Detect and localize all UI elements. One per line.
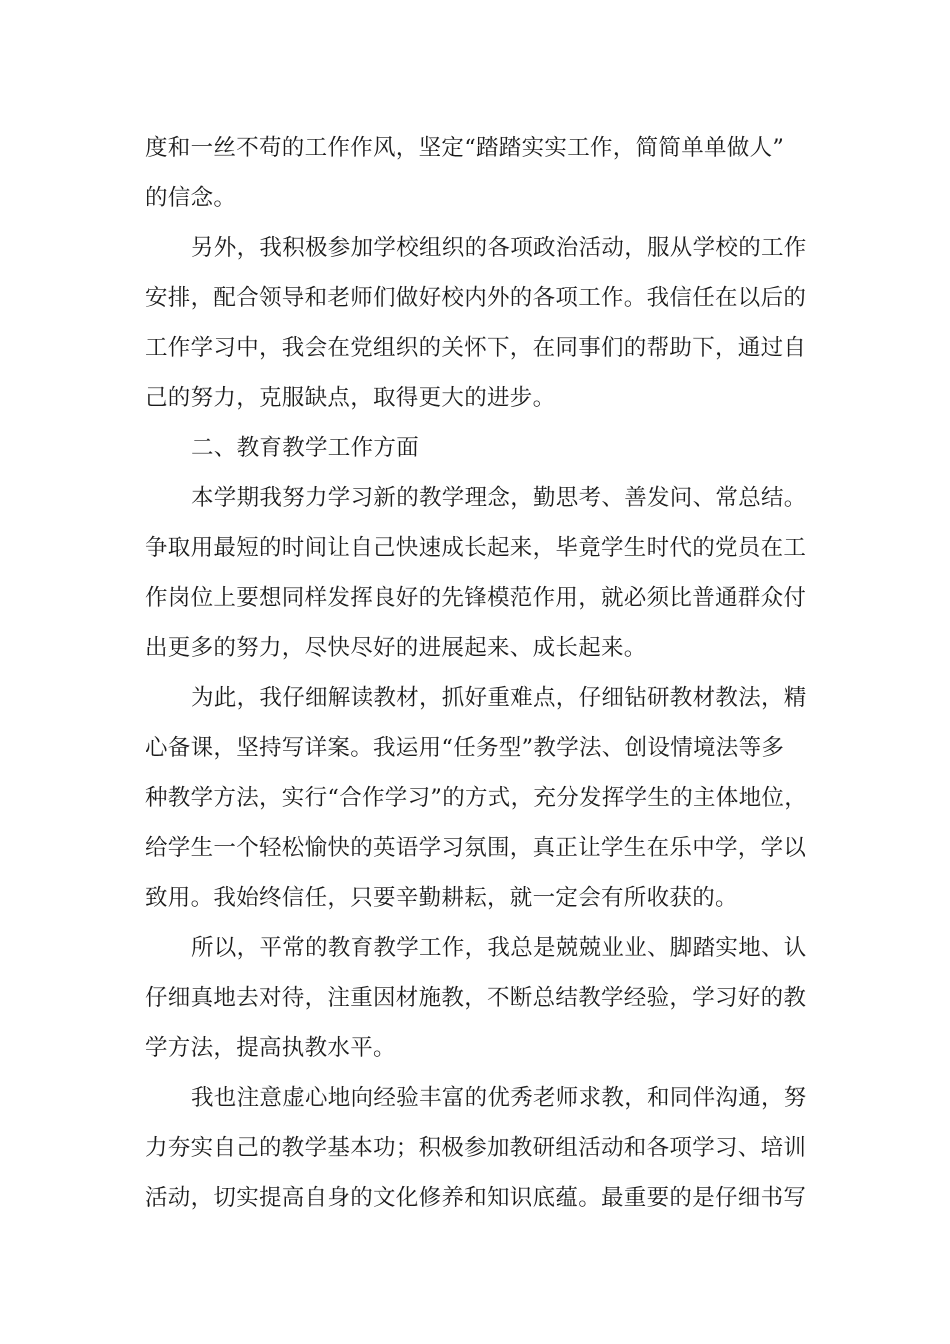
text-line: 己的努力，克服缺点，取得更大的进步。 (145, 385, 556, 411)
text-line: 活动，切实提高自身的文化修养和知识底蕴。最重要的是仔细书写 (145, 1185, 807, 1211)
text-line: 给学生一个轻松愉快的英语学习氛围，真正让学生在乐中学，学以 (145, 835, 807, 861)
text-line: 种教学方法，实行“合作学习”的方式，充分发挥学生的主体地位， (145, 785, 808, 811)
text-line: 工作学习中，我会在党组织的关怀下，在同事们的帮助下，通过自 (145, 335, 807, 361)
text-line: 仔细真地去对待，注重因材施教，不断总结教学经验，学习好的教 (145, 985, 807, 1011)
text-line: 度和一丝不苟的工作作风，坚定“踏踏实实工作，简简单单做人” (145, 135, 785, 161)
text-line: 出更多的努力，尽快尽好的进展起来、成长起来。 (145, 635, 647, 661)
paragraph-start-line: 所以，平常的教育教学工作，我总是兢兢业业、脚踏实地、认 (191, 935, 807, 961)
body-text (145, 123, 810, 1223)
text-line: 力夯实自己的教学基本功；积极参加教研组活动和各项学习、培训 (145, 1135, 807, 1161)
text-line: 争取用最短的时间让自己快速成长起来，毕竟学生时代的党员在工 (145, 535, 807, 561)
text-line: 心备课，坚持写详案。我运用“任务型”教学法、创设情境法等多 (145, 735, 785, 761)
section-heading: 二、教育教学工作方面 (191, 435, 420, 461)
paragraph-start-line: 另外，我积极参加学校组织的各项政治活动，服从学校的工作 (191, 235, 807, 261)
paragraph-start-line: 本学期我努力学习新的教学理念，勤思考、善发问、常总结。 (191, 485, 807, 511)
text-line: 学方法，提高执教水平。 (145, 1035, 396, 1061)
text-line: 致用。我始终信任，只要辛勤耕耘，就一定会有所收获的。 (145, 885, 738, 911)
paragraph-start-line: 我也注意虚心地向经验丰富的优秀老师求教，和同伴沟通，努 (191, 1085, 807, 1111)
paragraph-start-line: 为此，我仔细解读教材，抓好重难点，仔细钻研教材教法，精 (191, 685, 807, 711)
text-line: 的信念。 (145, 185, 237, 211)
text-line: 安排，配合领导和老师们做好校内外的各项工作。我信任在以后的 (145, 285, 807, 311)
text-line: 作岗位上要想同样发挥良好的先锋模范作用，就必须比普通群众付 (145, 585, 807, 611)
